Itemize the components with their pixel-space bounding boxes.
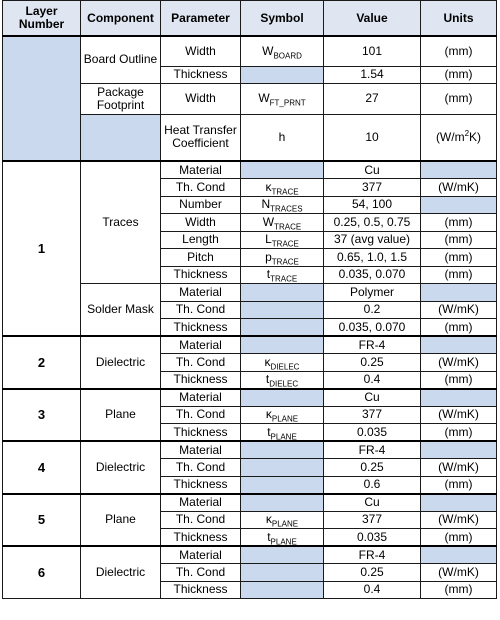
parameter-cell: Material xyxy=(161,389,241,407)
table-row xyxy=(3,389,497,407)
symbol-cell xyxy=(241,546,324,564)
parameter-cell: Number xyxy=(161,196,241,214)
units-cell: (W/mK) xyxy=(421,301,497,319)
table-row xyxy=(3,441,497,459)
value-cell: 0.035 xyxy=(324,424,421,442)
header-units: Units xyxy=(421,1,497,37)
value-cell: 0.25 xyxy=(324,354,421,372)
parameter-cell: Thickness xyxy=(161,266,241,284)
value-cell: FR-4 xyxy=(324,336,421,354)
value-cell: 0.035, 0.070 xyxy=(324,266,421,284)
units-cell: (mm) xyxy=(421,83,497,114)
component-cell: Dielectric xyxy=(81,441,161,494)
symbol-cell: $W_{FT\_PRNT}$ xyxy=(241,83,324,114)
symbol-cell: $t_{DIELEC}$ xyxy=(241,371,324,389)
units-cell: (mm) xyxy=(421,581,497,599)
parameter-cell: Th. Cond xyxy=(161,179,241,197)
parameter-cell: Width xyxy=(161,83,241,114)
parameter-cell: Th. Cond xyxy=(161,301,241,319)
value-cell: 377 xyxy=(324,406,421,424)
units-cell xyxy=(421,161,497,179)
symbol-cell xyxy=(241,494,324,512)
component-cell: Plane xyxy=(81,494,161,547)
component-cell: Plane xyxy=(81,389,161,442)
value-cell: 0.035, 0.070 xyxy=(324,319,421,337)
parameter-cell: Th. Cond xyxy=(161,406,241,424)
units-cell: (W/mK) xyxy=(421,459,497,477)
units-cell: $(W/m^2K)$ xyxy=(421,114,497,161)
parameter-cell: Thickness xyxy=(161,424,241,442)
symbol-cell xyxy=(241,336,324,354)
symbol-cell: $t_{TRACE}$ xyxy=(241,266,324,284)
table-row xyxy=(3,36,497,66)
parameter-cell: Thickness xyxy=(161,529,241,547)
units-cell xyxy=(421,336,497,354)
value-cell: 377 xyxy=(324,179,421,197)
symbol-cell xyxy=(241,389,324,407)
parameter-cell: Pitch xyxy=(161,249,241,267)
component-cell: Dielectric xyxy=(81,336,161,389)
component-cell: Board Outline xyxy=(81,36,161,83)
parameter-cell: Material xyxy=(161,546,241,564)
value-cell: FR-4 xyxy=(324,546,421,564)
value-cell: Polymer xyxy=(324,284,421,302)
table-row xyxy=(3,494,497,512)
symbol-cell: $W_{TRACE}$ xyxy=(241,214,324,232)
header-symbol: Symbol xyxy=(241,1,324,37)
symbol-cell xyxy=(241,161,324,179)
units-cell xyxy=(421,494,497,512)
symbol-cell: $t_{PLANE}$ xyxy=(241,529,324,547)
component-cell xyxy=(81,114,161,161)
layer-number-cell: 6 xyxy=(3,546,81,599)
parameter-cell: Th. Cond xyxy=(161,459,241,477)
parameter-cell: Thickness xyxy=(161,319,241,337)
symbol-cell xyxy=(241,564,324,582)
symbol-cell xyxy=(241,284,324,302)
symbol-cell: $\kappa_{TRACE}$ xyxy=(241,179,324,197)
parameter-cell: Thickness xyxy=(161,476,241,494)
value-cell: 0.6 xyxy=(324,476,421,494)
component-cell: Traces xyxy=(81,161,161,284)
symbol-cell xyxy=(241,441,324,459)
parameter-cell: Material xyxy=(161,336,241,354)
component-cell: Dielectric xyxy=(81,546,161,599)
value-cell: 0.25 xyxy=(324,564,421,582)
units-cell: (W/mK) xyxy=(421,179,497,197)
symbol-cell xyxy=(241,459,324,477)
layer-number-cell: 4 xyxy=(3,441,81,494)
parameter-cell: Width xyxy=(161,214,241,232)
parameter-cell: Width xyxy=(161,36,241,66)
symbol-cell: $N_{TRACES}$ xyxy=(241,196,324,214)
units-cell: (mm) xyxy=(421,319,497,337)
value-cell: 0.2 xyxy=(324,301,421,319)
component-cell: Package Footprint xyxy=(81,83,161,114)
parameter-cell: Th. Cond xyxy=(161,564,241,582)
units-cell: (mm) xyxy=(421,266,497,284)
units-cell xyxy=(421,441,497,459)
layer-properties-table xyxy=(2,0,497,599)
table-row xyxy=(3,336,497,354)
value-cell: Cu xyxy=(324,389,421,407)
units-cell: (mm) xyxy=(421,36,497,66)
parameter-cell: Thickness xyxy=(161,66,241,83)
parameter-cell: Thickness xyxy=(161,581,241,599)
symbol-cell xyxy=(241,476,324,494)
layer-cell-board xyxy=(3,36,81,161)
parameter-cell: Th. Cond xyxy=(161,354,241,372)
table-row xyxy=(3,161,497,179)
parameter-cell: Material xyxy=(161,284,241,302)
value-cell: 0.25 xyxy=(324,459,421,477)
table-row xyxy=(3,546,497,564)
symbol-cell xyxy=(241,301,324,319)
header-layer-number: Layer Number xyxy=(3,1,81,37)
parameter-cell: Heat Transfer Coefficient xyxy=(161,114,241,161)
value-cell: 54, 100 xyxy=(324,196,421,214)
units-cell: (W/mK) xyxy=(421,406,497,424)
value-cell: FR-4 xyxy=(324,441,421,459)
value-cell: 10 xyxy=(324,114,421,161)
symbol-cell: $p_{TRACE}$ xyxy=(241,249,324,267)
parameter-cell: Material xyxy=(161,441,241,459)
symbol-cell: $t_{PLANE}$ xyxy=(241,424,324,442)
units-cell xyxy=(421,389,497,407)
symbol-cell: $\kappa_{PLANE}$ xyxy=(241,511,324,529)
units-cell: (W/mK) xyxy=(421,511,497,529)
parameter-cell: Material xyxy=(161,161,241,179)
symbol-cell xyxy=(241,581,324,599)
value-cell: 37 (avg value) xyxy=(324,231,421,249)
units-cell: (mm) xyxy=(421,66,497,83)
symbol-cell: $\kappa_{PLANE}$ xyxy=(241,406,324,424)
units-cell: (mm) xyxy=(421,214,497,232)
layer-number-cell: 2 xyxy=(3,336,81,389)
units-cell: (W/mK) xyxy=(421,564,497,582)
value-cell: 0.035 xyxy=(324,529,421,547)
value-cell: Cu xyxy=(324,494,421,512)
header-component: Component xyxy=(81,1,161,37)
value-cell: 0.25, 0.5, 0.75 xyxy=(324,214,421,232)
value-cell: 0.4 xyxy=(324,371,421,389)
value-cell: 1.54 xyxy=(324,66,421,83)
layer-number-cell: 3 xyxy=(3,389,81,442)
units-cell xyxy=(421,546,497,564)
value-cell: 101 xyxy=(324,36,421,66)
component-cell: Solder Mask xyxy=(81,284,161,337)
parameter-cell: Material xyxy=(161,494,241,512)
units-cell: (mm) xyxy=(421,529,497,547)
header-row xyxy=(3,1,497,37)
units-cell xyxy=(421,284,497,302)
units-cell: (mm) xyxy=(421,249,497,267)
units-cell xyxy=(421,196,497,214)
symbol-cell xyxy=(241,66,324,83)
value-cell: 0.65, 1.0, 1.5 xyxy=(324,249,421,267)
value-cell: 0.4 xyxy=(324,581,421,599)
parameter-cell: Th. Cond xyxy=(161,511,241,529)
units-cell: (mm) xyxy=(421,424,497,442)
value-cell: Cu xyxy=(324,161,421,179)
symbol-cell: h xyxy=(241,114,324,161)
value-cell: 27 xyxy=(324,83,421,114)
symbol-cell: $\kappa_{DIELEC}$ xyxy=(241,354,324,372)
units-cell: (W/mK) xyxy=(421,354,497,372)
units-cell: (mm) xyxy=(421,371,497,389)
symbol-cell xyxy=(241,319,324,337)
parameter-cell: Thickness xyxy=(161,371,241,389)
parameter-cell: Length xyxy=(161,231,241,249)
layer-number-cell: 5 xyxy=(3,494,81,547)
symbol-cell: $W_{BOARD}$ xyxy=(241,36,324,66)
units-cell: (mm) xyxy=(421,476,497,494)
header-value: Value xyxy=(324,1,421,37)
value-cell: 377 xyxy=(324,511,421,529)
layer-number-cell: 1 xyxy=(3,161,81,336)
symbol-cell: $L_{TRACE}$ xyxy=(241,231,324,249)
units-cell: (mm) xyxy=(421,231,497,249)
header-parameter: Parameter xyxy=(161,1,241,37)
